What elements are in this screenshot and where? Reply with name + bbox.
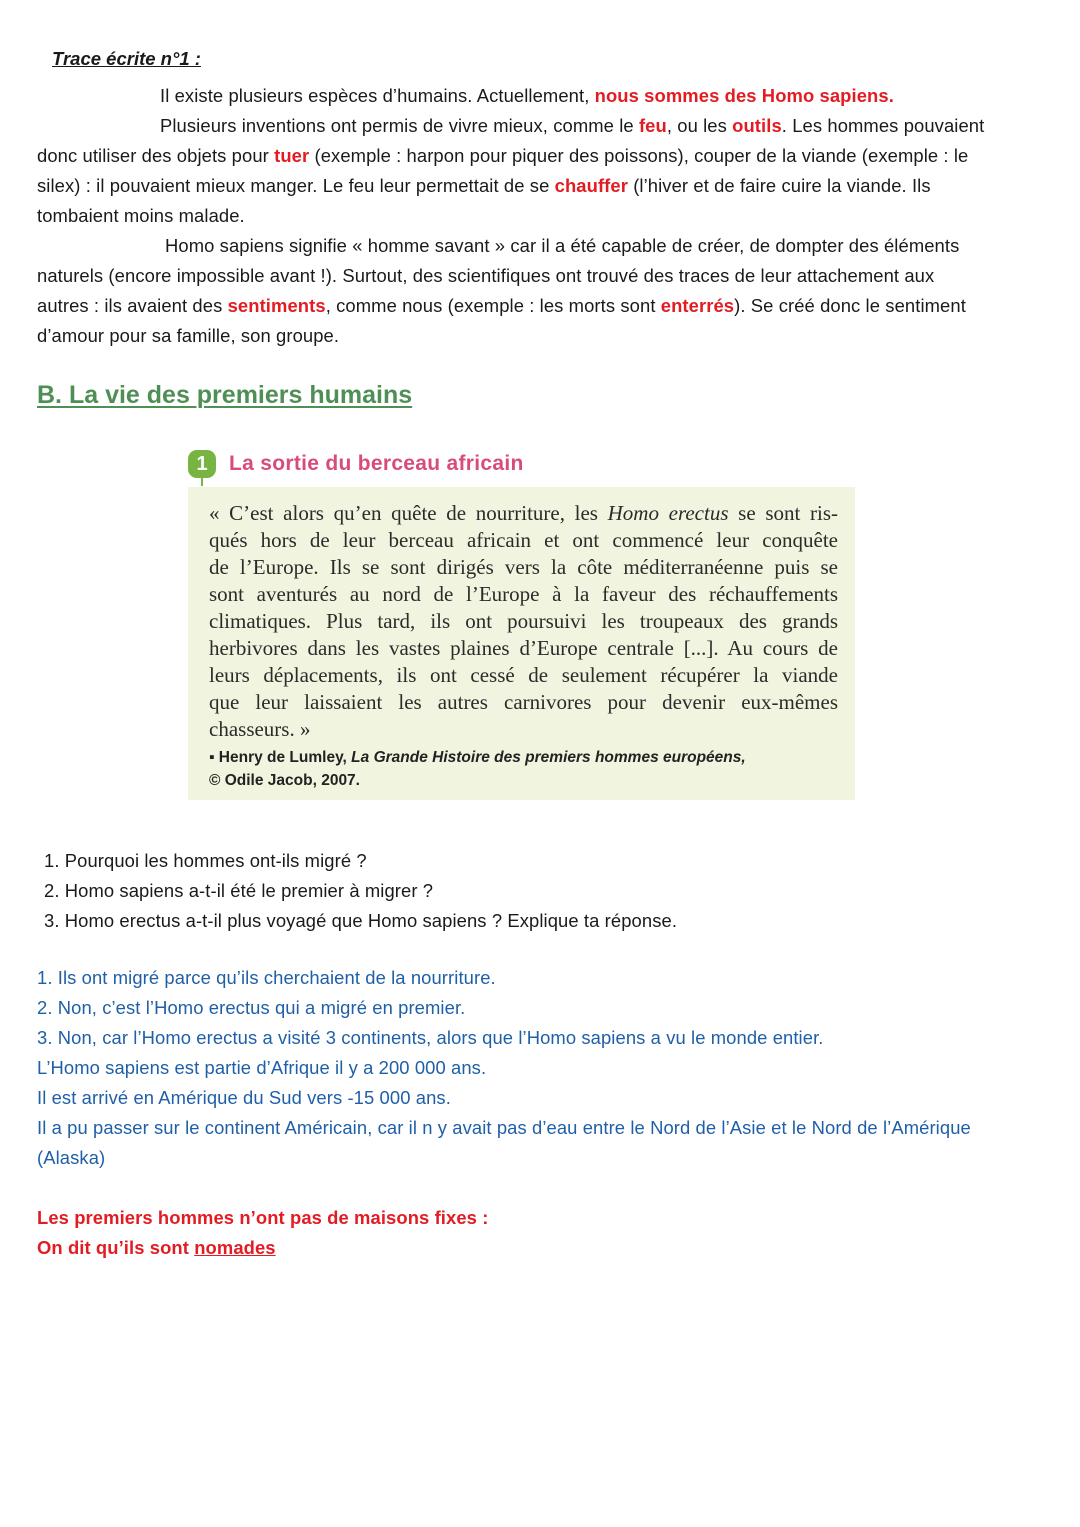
text: (l’hiver et de faire cuire la viande. Ils [627, 175, 931, 196]
document-header [188, 448, 688, 484]
paragraph-1 [160, 81, 894, 111]
text: , ou les [666, 115, 733, 136]
italic-term: Homo erectus [607, 501, 729, 525]
text: Plusieurs inventions ont permis de vivre mieux, comme le [160, 115, 639, 136]
quote-line [209, 500, 838, 527]
highlight-enterres: enterrés [660, 295, 735, 316]
text: (exemple : harpon pour piquer des poissons), couper de la viande (exemple : le [309, 145, 969, 166]
highlight-chauffer: chauffer [554, 175, 628, 196]
text: autres : ils avaient des [37, 295, 228, 316]
section-b-heading: B. La vie des premiers humains [37, 381, 413, 409]
text: « C’est alors qu’en quête de nourriture, les [209, 501, 608, 525]
conclusion-line-1: Les premiers hommes n’ont pas de maisons fixes : [37, 1207, 489, 1228]
quote-publisher: © Odile Jacob, 2007. [209, 772, 360, 789]
paragraph-3-line-3 [37, 291, 966, 321]
source-book: La Grande Histoire des premiers hommes européens, [351, 749, 746, 766]
trace-title: Trace écrite n°1 : [52, 48, 201, 69]
answer-note-1: L’Homo sapiens est partie d’Afrique il y a 200 000 ans. [37, 1057, 487, 1078]
paragraph-2-line-2 [37, 141, 968, 171]
text: , comme nous (exemple : les morts sont [325, 295, 661, 316]
answer-3: 3. Non, car l’Homo erectus a visité 3 continents, alors que l’Homo sapiens a vu le monde entier. [37, 1027, 824, 1048]
paragraph-3-line-1: Homo sapiens signifie « homme savant » car il a été capable de créer, de dompter des éléments [165, 235, 960, 256]
answer-1: 1. Ils ont migré parce qu’ils cherchaient de la nourriture. [37, 967, 496, 988]
highlight-tuer: tuer [274, 145, 310, 166]
quote-line: de l’Europe. Ils se sont dirigés vers la côte méditerranéenne puis se [209, 555, 838, 579]
highlight-homo-sapiens: nous sommes des Homo sapiens. [594, 85, 894, 106]
quote-line: chasseurs. » [209, 717, 311, 741]
badge-stem [201, 476, 203, 486]
paragraph-2-line-1 [160, 111, 984, 141]
question-1: 1. Pourquoi les hommes ont-ils migré ? [44, 850, 367, 871]
quote-line: qués hors de leur berceau africain et ont commencé leur conquête [209, 528, 838, 552]
document-title: La sortie du berceau africain [229, 452, 524, 475]
paragraph-3-line-4: d’amour pour sa famille, son groupe. [37, 325, 340, 346]
term-nomades: nomades [194, 1237, 276, 1258]
answer-note-2: Il est arrivé en Amérique du Sud vers -15 000 ans. [37, 1087, 451, 1108]
quote-line: sont aventurés au nord de l’Europe à la faveur des réchauffements [209, 582, 838, 606]
quote-box [188, 487, 855, 800]
question-2: 2. Homo sapiens a-t-il été le premier à migrer ? [44, 880, 434, 901]
highlight-outils: outils [732, 115, 782, 136]
text: se sont ris- [728, 501, 838, 525]
text: On dit qu’ils sont [37, 1237, 195, 1258]
quote-line: herbivores dans les vastes plaines d’Europe centrale [...]. Au cours de [209, 636, 838, 660]
text: donc utiliser des objets pour [37, 145, 275, 166]
answer-note-3: Il a pu passer sur le continent Américain, car il n y avait pas d’eau entre le Nord de l’Asie et le Nord de l’Amérique [37, 1117, 971, 1138]
answer-note-4: (Alaska) [37, 1147, 106, 1168]
paragraph-2-line-3 [37, 171, 931, 201]
text: ). Se créé donc le sentiment [734, 295, 966, 316]
source-author: ▪ Henry de Lumley, [209, 749, 352, 766]
paragraph-2-line-4: tombaient moins malade. [37, 205, 245, 226]
question-3: 3. Homo erectus a-t-il plus voyagé que Homo sapiens ? Explique ta réponse. [44, 910, 678, 931]
text: Il existe plusieurs espèces d’humains. Actuellement, [160, 85, 595, 106]
highlight-sentiments: sentiments [227, 295, 326, 316]
text: silex) : il pouvaient mieux manger. Le feu leur permettait de se [37, 175, 555, 196]
highlight-feu: feu [638, 115, 667, 136]
quote-line: que leur laissaient les autres carnivores pour devenir eux-mêmes [209, 690, 838, 714]
answer-2: 2. Non, c’est l’Homo erectus qui a migré en premier. [37, 997, 466, 1018]
paragraph-3-line-2: naturels (encore impossible avant !). Surtout, des scientifiques ont trouvé des traces de leur attachement aux [37, 265, 935, 286]
quote-line: leurs déplacements, ils ont cessé de seulement récupérer la viande [209, 663, 838, 687]
quote-line: climatiques. Plus tard, ils ont poursuivi les troupeaux des grands [209, 609, 838, 633]
quote-source [209, 746, 746, 769]
conclusion-line-2 [37, 1233, 276, 1263]
document-number-badge-icon: 1 [188, 450, 216, 478]
text: . Les hommes pouvaient [781, 115, 985, 136]
